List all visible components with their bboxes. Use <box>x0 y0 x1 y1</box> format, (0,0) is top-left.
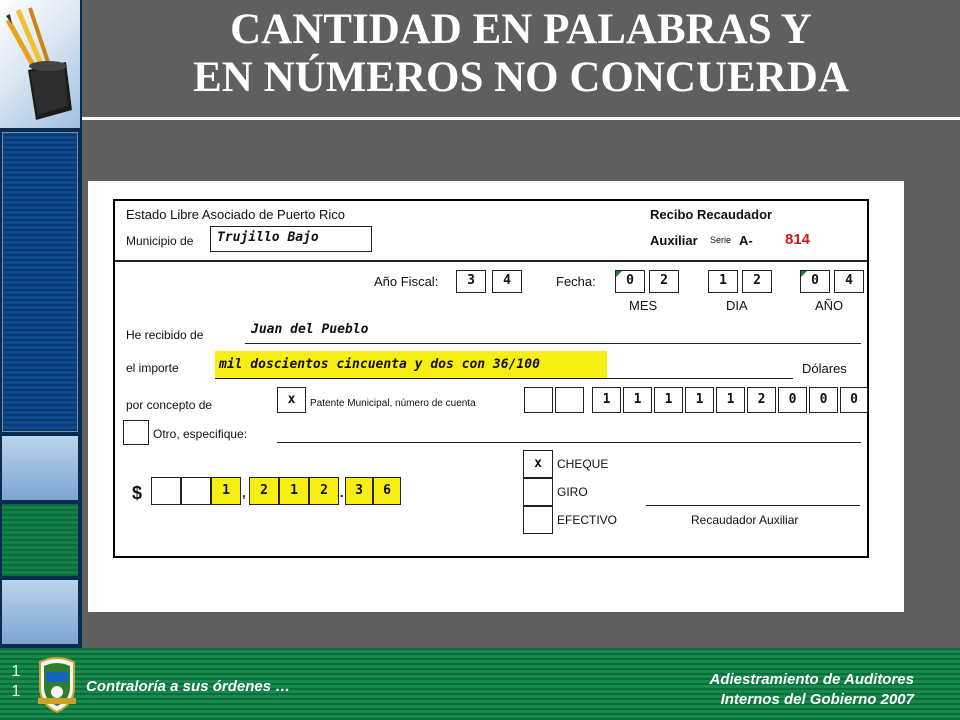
importe-label: el importe <box>126 361 179 375</box>
efectivo-checkbox[interactable] <box>523 506 553 534</box>
amount-point: . <box>340 485 344 500</box>
government-seal-icon <box>36 654 78 714</box>
amount-digit <box>151 477 181 505</box>
municipio-label: Municipio de <box>126 234 194 248</box>
footer-course-line-1: Adiestramiento de Auditores <box>709 671 914 688</box>
footer-course-line-2: Internos del Gobierno 2007 <box>720 691 914 708</box>
footer-bar <box>0 648 960 720</box>
firma-label: Recaudador Auxiliar <box>691 513 799 527</box>
patente-label: Patente Municipal, número de cuenta <box>310 398 476 409</box>
importe-line <box>215 378 793 379</box>
green-decor-strip <box>2 504 78 576</box>
amount-digit: 2 <box>249 477 279 505</box>
cuenta-digit <box>555 387 584 413</box>
otro-checkbox[interactable] <box>123 420 149 445</box>
amount-digit <box>181 477 211 505</box>
auxiliar-label: Auxiliar <box>650 233 698 248</box>
amount-digit: 1 <box>279 477 309 505</box>
importe-value: mil doscientos cincuenta y dos con 36/100 <box>219 357 540 372</box>
cuenta-digit: 1 <box>716 387 745 413</box>
serie-label: Serie <box>710 235 732 245</box>
title-line-2: EN NÚMEROS NO CONCUERDA <box>193 54 849 101</box>
otro-label: Otro, especifique: <box>153 427 248 441</box>
fecha-label: Fecha: <box>556 274 596 289</box>
serie-prefix: A- <box>739 233 753 248</box>
footer-course <box>710 670 914 710</box>
ano-fiscal-label: Año Fiscal: <box>374 274 439 289</box>
cuenta-digit: 1 <box>623 387 652 413</box>
cuenta-digit: 0 <box>809 387 838 413</box>
header-state: Estado Libre Asociado de Puerto Rico <box>126 207 345 222</box>
concepto-checkbox[interactable]: x <box>277 387 306 413</box>
light-decor-strip-2 <box>2 580 78 644</box>
recibido-label: He recibido de <box>126 328 204 342</box>
cuenta-digit: 0 <box>778 387 807 413</box>
header-divider <box>115 260 867 262</box>
dollar-sign: $ <box>132 483 143 503</box>
mes-digit: 2 <box>649 270 679 293</box>
amount-digit: 3 <box>345 477 373 505</box>
light-decor-strip <box>2 436 78 500</box>
concepto-label: por concepto de <box>126 398 213 412</box>
cuenta-digit: 1 <box>654 387 683 413</box>
page-number <box>10 662 22 702</box>
ano-label: AÑO <box>815 298 844 313</box>
mes-label: MES <box>629 298 658 313</box>
dia-label: DIA <box>726 298 748 313</box>
recibido-line <box>245 343 861 344</box>
title-divider <box>82 117 960 120</box>
amount-digit: 2 <box>309 477 339 505</box>
efectivo-label: EFECTIVO <box>557 513 618 527</box>
municipio-value: Trujillo Bajo <box>217 230 319 245</box>
cuenta-digit <box>524 387 553 413</box>
recibido-value: Juan del Pueblo <box>251 322 369 337</box>
amount-digit: 1 <box>211 477 241 505</box>
cuenta-digit: 1 <box>592 387 621 413</box>
mes-digit: 0 <box>615 270 645 293</box>
page-number-digit: 1 <box>11 683 21 700</box>
giro-label: GIRO <box>557 485 588 499</box>
signature-line <box>646 505 860 506</box>
blue-decor-strip <box>2 132 78 432</box>
giro-checkbox[interactable] <box>523 478 553 506</box>
ano-digit: 4 <box>834 270 864 293</box>
page-number-digit: 1 <box>11 663 21 680</box>
serie-number: 814 <box>785 231 811 248</box>
dolares-label: Dólares <box>802 361 847 376</box>
ano-fiscal-digit: 3 <box>456 270 486 293</box>
cuenta-digit: 1 <box>685 387 714 413</box>
municipio-box <box>210 226 372 252</box>
ano-fiscal-digit: 4 <box>492 270 522 293</box>
pencil-cup-icon <box>0 0 80 128</box>
left-decor-column <box>0 0 82 648</box>
ano-digit: 0 <box>800 270 830 293</box>
cheque-checkbox[interactable]: x <box>523 450 553 478</box>
dia-digit: 2 <box>742 270 772 293</box>
otro-line <box>277 442 861 443</box>
footer-motto: Contraloría a sus órdenes … <box>86 678 291 695</box>
slide-title <box>82 6 960 102</box>
cuenta-digit: 0 <box>840 387 868 413</box>
receipt-form <box>113 199 869 558</box>
amount-digit: 6 <box>373 477 401 505</box>
amount-comma: , <box>242 485 246 500</box>
title-line-1: CANTIDAD EN PALABRAS Y <box>230 6 812 53</box>
recibo-label: Recibo Recaudador <box>650 207 773 222</box>
cheque-label: CHEQUE <box>557 457 609 471</box>
cuenta-digit: 2 <box>747 387 776 413</box>
dia-digit: 1 <box>708 270 738 293</box>
